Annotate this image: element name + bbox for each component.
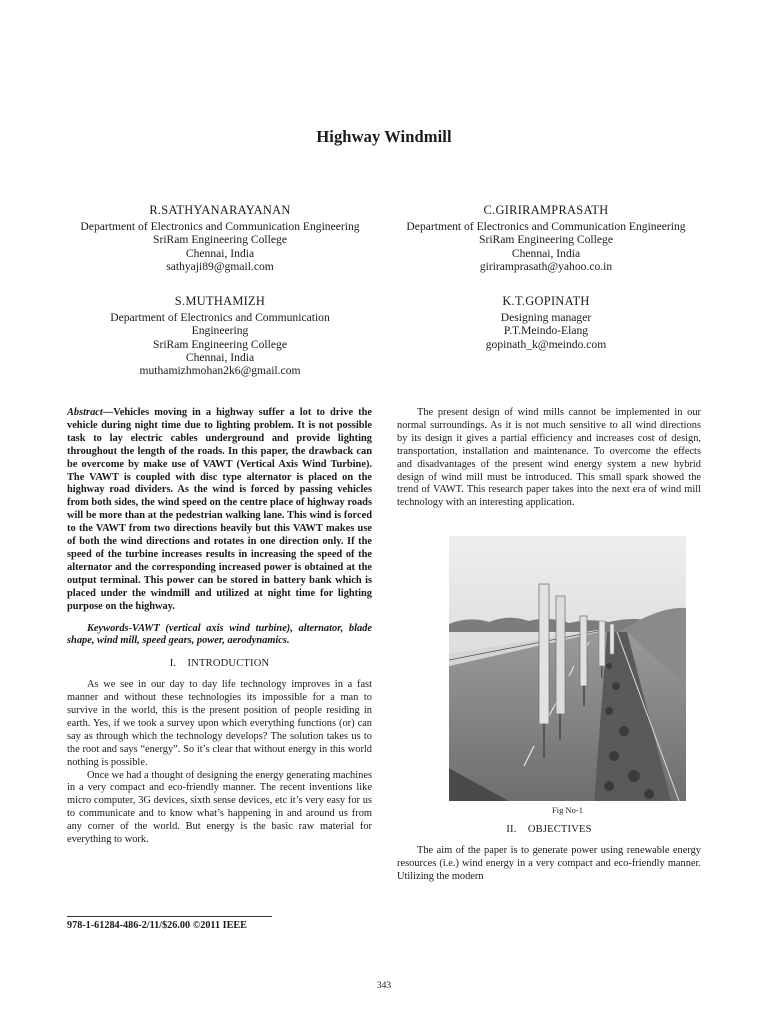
abstract-label: Abstract <box>67 407 103 418</box>
author-affiliation-line: Designing manager <box>500 311 592 325</box>
section-title: INTRODUCTION <box>187 658 270 670</box>
section-heading-objectives <box>397 824 701 837</box>
intro-paragraph-2: Once we had a thought of designing the energy generating machines in a very compact and eco-friendly manner. The recent inventions like micro computer, 3G devices, sixth sense devices, etc it’s very easy for us to communicate and to know what’s happening in and around us from any corner of the world. But energy is the basic raw material for everything to work. <box>67 769 372 846</box>
author-block-1 <box>62 204 378 273</box>
section-heading-introduction <box>67 658 372 671</box>
author-email: muthamizhmohan2k6@gmail.com <box>139 364 301 378</box>
abstract-text: —Vehicles moving in a highway suffer a lot to drive the vehicle during night time due to lighting problem. It is not possible task to lay electric cables underground and provide lighting throughout the length of the roads. In this paper, the drawback can be overcome by make use of VAWT (Vertical Axis Wind Turbine). The VAWT is coupled with disc type alternator is placed on the highway road dividers. As the wind is forced by passing vehicles from both sides, the wind speed on the centre place of highway roads will be more than at the pedestrian walking lane. This wind is forced to the VAWT from two directions heavily but this VAWT makes use of both the wind directions and rotates in one direction only. If the speed of the turbine increases results in increasing the speed of the alternator and the corresponding increased power is obtained at the output terminal. This power can be stored in battery bank which is placed under the windmill and utilized at night time for lighting purpose on the highway. <box>67 407 372 612</box>
abstract <box>67 407 372 614</box>
paper-title: Highway Windmill <box>316 127 452 146</box>
intro-paragraph-1: As we see in our day to day life technology improves in a fast manner and without these technologies its impossible for a man to survive in the world, this is the present position of people residing in earth. Yes, if we took a survey upon which everything functions (or) can say as through which the technology develops? The solution takes us to the root and says “energy”. So it’s clear that without energy in this world nothing is possible. <box>67 679 372 768</box>
author-affiliation-line: Chennai, India <box>511 246 581 260</box>
author-affiliation-line: Department of Electronics and Communication Engineering <box>80 220 360 234</box>
author-affiliation-line: Chennai, India <box>185 246 255 260</box>
copyright-footnote: 978-1-61284-486-2/11/$26.00 ©2011 IEEE <box>67 920 247 931</box>
keywords-text: Keywords-VAWT (vertical axis wind turbine), alternator, blade shape, wind mill, speed gears, power, aerodynamics. <box>67 622 372 647</box>
author-affiliation-line: P.T.Meindo-Elang <box>503 324 589 338</box>
author-name: S.MUTHAMIZH <box>174 294 266 308</box>
author-name: K.T.GOPINATH <box>502 294 590 308</box>
author-affiliation-line: Department of Electronics and Communication Engineering <box>406 220 686 234</box>
keywords <box>67 623 372 649</box>
footnote-divider <box>67 916 272 917</box>
author-affiliation-line: Engineering <box>191 324 249 338</box>
section-number: II. <box>506 824 517 835</box>
motivation-paragraph: The present design of wind mills cannot be implemented in our normal surroundings. As it is not much sensitive to all wind directions by its design it gives a partial efficiency and increases cost of design, transportation, installation and maintenance. To overcome the effects and disadvantages of the present wind energy system a new hybrid design of wind mill must be introduced. This small spark showed the trend of VAWT. This research paper takes into the next era of wind mill technology with an interesting application. <box>397 407 701 509</box>
author-block-4 <box>418 295 674 351</box>
author-affiliation-line: SriRam Engineering College <box>153 337 287 351</box>
section-title: OBJECTIVES <box>527 824 592 835</box>
page-number: 343 <box>376 981 392 991</box>
left-column <box>67 407 372 847</box>
section-number: I. <box>169 658 177 670</box>
highway-windmill-photo <box>449 536 686 801</box>
figure-caption: Fig No-1 <box>552 805 583 815</box>
right-column <box>397 407 701 510</box>
author-email: sathyaji89@gmail.com <box>166 259 274 273</box>
author-block-2 <box>388 204 704 273</box>
author-affiliation-line: Department of Electronics and Communication <box>110 311 330 325</box>
author-affiliation-line: SriRam Engineering College <box>479 233 613 247</box>
author-email: giriramprasath@yahoo.co.in <box>479 259 613 273</box>
author-block-3 <box>82 295 358 377</box>
author-name: C.GIRIRAMPRASATH <box>483 203 609 217</box>
author-affiliation-line: Chennai, India <box>185 350 255 364</box>
author-affiliation-line: SriRam Engineering College <box>153 233 287 247</box>
objectives-paragraph: The aim of the paper is to generate power using renewable energy resources (i.e.) wind energy in a very compact and eco-friendly manner. Utilizing the modern <box>397 844 701 882</box>
objectives-section <box>397 819 701 884</box>
author-email: gopinath_k@meindo.com <box>485 337 607 351</box>
author-name: R.SATHYANARAYANAN <box>149 203 291 217</box>
